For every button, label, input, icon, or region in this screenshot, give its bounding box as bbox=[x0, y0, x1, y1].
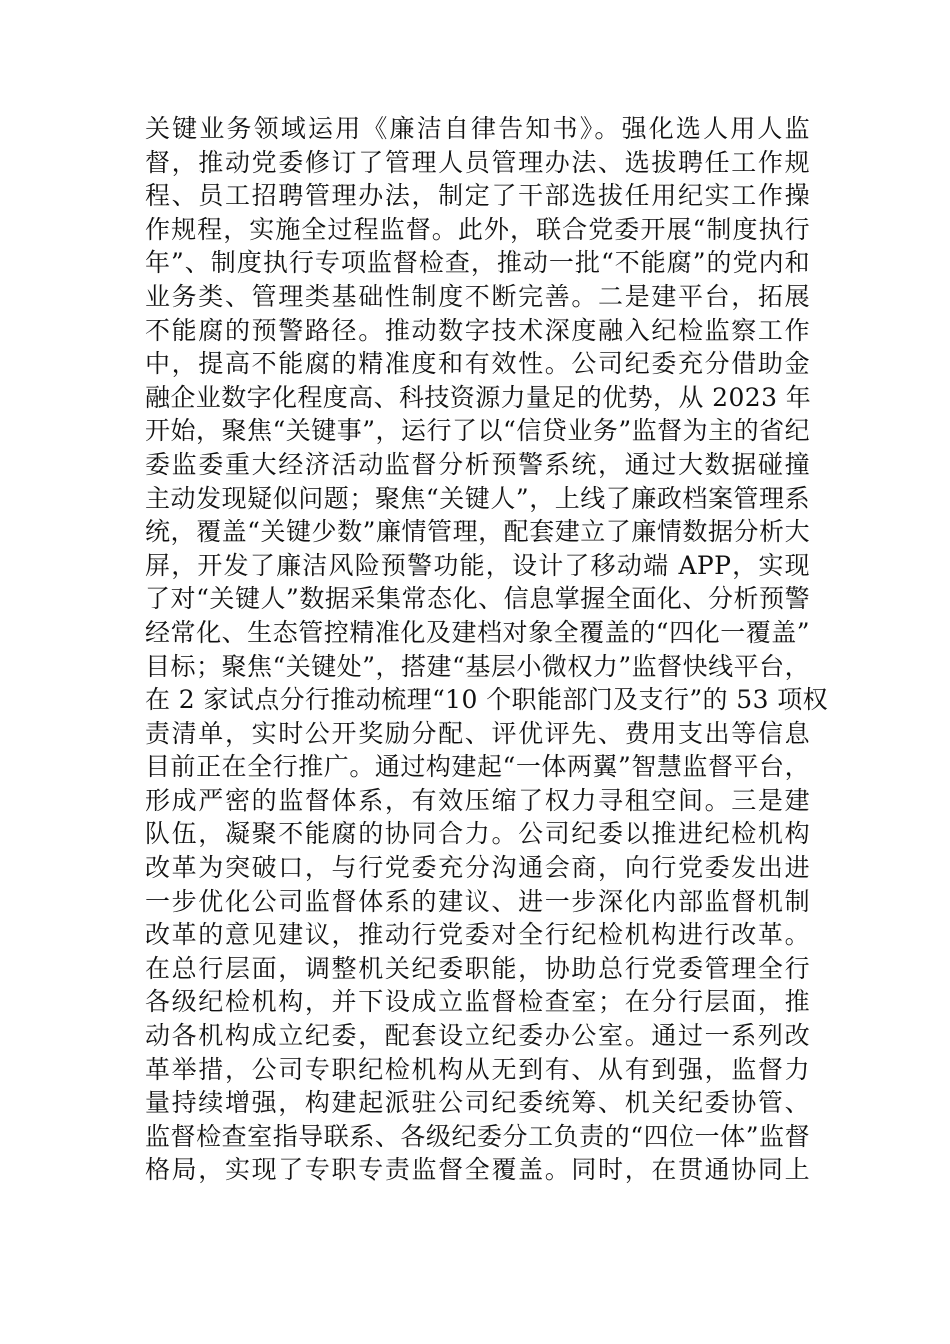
text-line: 队伍，凝聚不能腐的协同合力。公司纪委以推进纪检机构 bbox=[145, 819, 810, 849]
text-line: 改革为突破口，与行党委充分沟通会商，向行党委发出进 bbox=[145, 853, 810, 883]
text-line: 程、员工招聘管理办法，制定了干部选拔任用纪实工作操 bbox=[145, 181, 810, 211]
text-line: 中，提高不能腐的精准度和有效性。公司纪委充分借助金 bbox=[145, 349, 810, 379]
text-line: 量持续增强，构建起派驻公司纪委统筹、机关纪委协管、 bbox=[145, 1088, 810, 1118]
text-line: 关键业务领域运用《廉洁自律告知书》。强化选人用人监 bbox=[145, 114, 810, 143]
text-line: 动各机构成立纪委，配套设立纪委办公室。通过一系列改 bbox=[145, 1021, 810, 1051]
text-line: 主动发现疑似问题；聚焦“关键人”，上线了廉政档案管理系 bbox=[145, 483, 810, 513]
text-line: 形成严密的监督体系，有效压缩了权力寻租空间。三是建 bbox=[145, 785, 810, 815]
text-line: 开始，聚焦“关键事”，运行了以“信贷业务”监督为主的省纪 bbox=[145, 416, 810, 446]
text-line: 了对“关键人”数据采集常态化、信息掌握全面化、分析预警 bbox=[145, 584, 810, 614]
text-line: 不能腐的预警路径。推动数字技术深度融入纪检监察工作 bbox=[145, 315, 810, 345]
text-line: 督，推动党委修订了管理人员管理办法、选拔聘任工作规 bbox=[145, 147, 810, 177]
text-line: 目标；聚焦“关键处”，搭建“基层小微权力”监督快线平台， bbox=[145, 651, 810, 681]
text-line: 在 2 家试点分行推动梳理“10 个职能部门及支行”的 53 项权 bbox=[145, 685, 829, 715]
text-line: 委监委重大经济活动监督分析预警系统，通过大数据碰撞 bbox=[145, 449, 810, 479]
body-paragraph bbox=[145, 112, 829, 1187]
text-line: 监督检查室指导联系、各级纪委分工负责的“四位一体”监督 bbox=[145, 1121, 810, 1151]
text-line: 一步优化公司监督体系的建议、进一步深化内部监督机制 bbox=[145, 886, 810, 916]
text-line: 格局，实现了专职专责监督全覆盖。同时，在贯通协同上 bbox=[145, 1155, 810, 1185]
text-line: 融企业数字化程度高、科技资源力量足的优势，从 2023 年 bbox=[145, 382, 812, 412]
text-line: 年”、制度执行专项监督检查，推动一批“不能腐”的党内和 bbox=[145, 248, 810, 278]
text-line: 屏，开发了廉洁风险预警功能，设计了移动端 APP，实现 bbox=[145, 550, 810, 580]
text-line: 各级纪检机构，并下设成立监督检查室；在分行层面，推 bbox=[145, 987, 810, 1017]
text-line: 革举措，公司专职纪检机构从无到有、从有到强，监督力 bbox=[145, 1054, 810, 1084]
text-line: 责清单，实时公开奖励分配、评优评先、费用支出等信息 bbox=[145, 718, 810, 748]
text-line: 改革的意见建议，推动行党委对全行纪检机构进行改革。 bbox=[145, 920, 810, 950]
text-line: 在总行层面，调整机关纪委职能，协助总行党委管理全行 bbox=[145, 953, 810, 983]
text-line: 业务类、管理类基础性制度不断完善。二是建平台，拓展 bbox=[145, 281, 810, 311]
text-line: 统，覆盖“关键少数”廉情管理，配套建立了廉情数据分析大 bbox=[145, 517, 810, 547]
text-line: 作规程，实施全过程监督。此外，联合党委开展“制度执行 bbox=[145, 214, 810, 244]
text-line: 目前正在全行推广。通过构建起“一体两翼”智慧监督平台， bbox=[145, 752, 810, 782]
text-line: 经常化、生态管控精准化及建档对象全覆盖的“四化一覆盖” bbox=[145, 617, 810, 647]
